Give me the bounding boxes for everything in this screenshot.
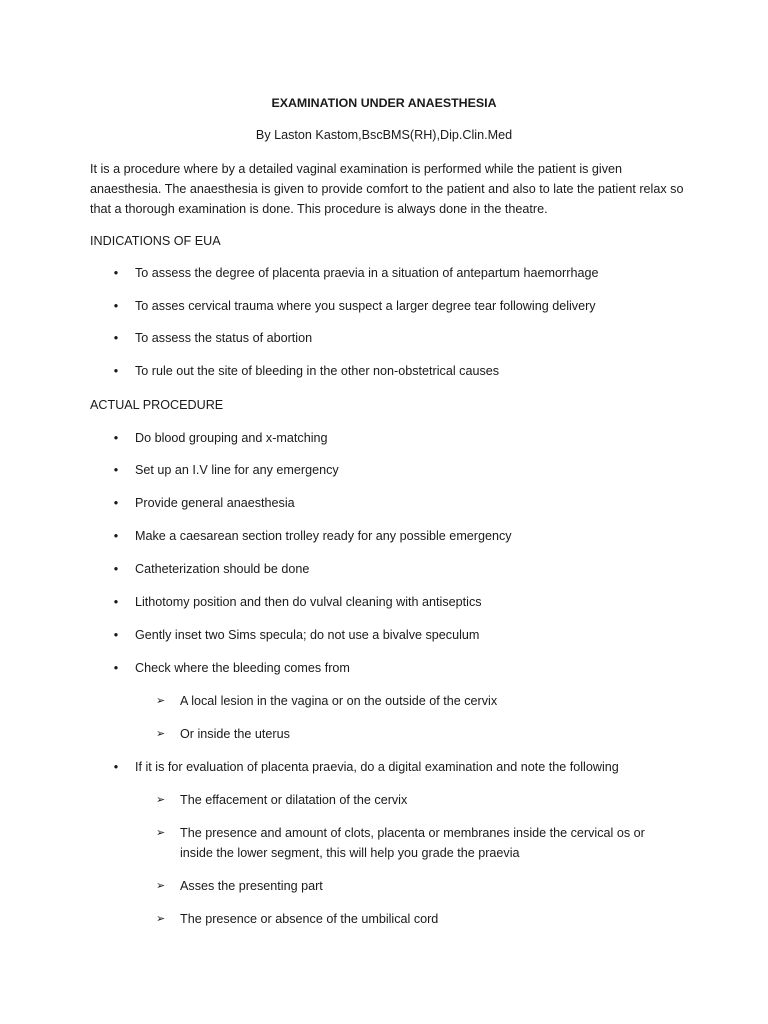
procedure-item: Check where the bleeding comes from <box>135 661 350 675</box>
bullet-icon: • <box>113 266 119 280</box>
intro-paragraph: It is a procedure where by a detailed vaginal examination is performed while the patient is given anaesthesia. The anaesthesia is given to provide comfort to the patient and also to late the patient relax so that a thorough examination is done. This procedure is always done in the theatre. <box>90 162 684 216</box>
arrow-bullet-icon: ➢ <box>156 827 166 839</box>
indication-item: To assess the degree of placenta praevia in a situation of antepartum haemorrhage <box>135 266 599 280</box>
praevia-subitem: The presence or absence of the umbilical cord <box>180 912 439 926</box>
procedure-heading: ACTUAL PROCEDURE <box>90 398 224 412</box>
bullet-icon: • <box>113 364 119 378</box>
procedure-item: Do blood grouping and x-matching <box>135 431 328 445</box>
arrow-bullet-icon: ➢ <box>156 913 166 925</box>
bullet-icon: • <box>113 760 119 774</box>
bleeding-subitem: A local lesion in the vagina or on the outside of the cervix <box>180 694 498 708</box>
bullet-icon: • <box>113 331 119 345</box>
document-author: By Laston Kastom,BscBMS(RH),Dip.Clin.Med <box>255 128 513 142</box>
procedure-item: If it is for evaluation of placenta praevia, do a digital examination and note the following <box>135 760 619 774</box>
bleeding-subitem: Or inside the uterus <box>180 727 290 741</box>
indications-heading: INDICATIONS OF EUA <box>90 234 221 248</box>
indication-item: To assess the status of abortion <box>135 331 313 345</box>
bullet-icon: • <box>113 431 119 445</box>
procedure-item: Catheterization should be done <box>135 562 310 576</box>
procedure-item: Make a caesarean section trolley ready for any possible emergency <box>135 529 512 543</box>
bullet-icon: • <box>113 595 119 609</box>
indication-item: To rule out the site of bleeding in the other non-obstetrical causes <box>135 364 500 378</box>
bullet-icon: • <box>113 299 119 313</box>
bullet-icon: • <box>113 463 119 477</box>
arrow-bullet-icon: ➢ <box>156 695 166 707</box>
procedure-item: Gently inset two Sims specula; do not use a bivalve speculum <box>135 628 480 642</box>
bullet-icon: • <box>113 529 119 543</box>
bullet-icon: • <box>113 496 119 510</box>
bullet-icon: • <box>113 661 119 675</box>
procedure-item: Provide general anaesthesia <box>135 496 295 510</box>
arrow-bullet-icon: ➢ <box>156 794 166 806</box>
indication-item: To asses cervical trauma where you suspect a larger degree tear following delivery <box>135 299 596 313</box>
praevia-subitem: The effacement or dilatation of the cervix <box>180 793 408 807</box>
bullet-icon: • <box>113 628 119 642</box>
procedure-item: Lithotomy position and then do vulval cleaning with antiseptics <box>135 595 482 609</box>
praevia-subitem: The presence and amount of clots, placenta or membranes inside the cervical os or inside the lower segment, this will help you grade the praevia <box>180 826 645 860</box>
praevia-subitem: Asses the presenting part <box>180 879 323 893</box>
bullet-icon: • <box>113 562 119 576</box>
arrow-bullet-icon: ➢ <box>156 880 166 892</box>
arrow-bullet-icon: ➢ <box>156 728 166 740</box>
document-title: EXAMINATION UNDER ANAESTHESIA <box>271 96 497 110</box>
procedure-item: Set up an I.V line for any emergency <box>135 463 339 477</box>
